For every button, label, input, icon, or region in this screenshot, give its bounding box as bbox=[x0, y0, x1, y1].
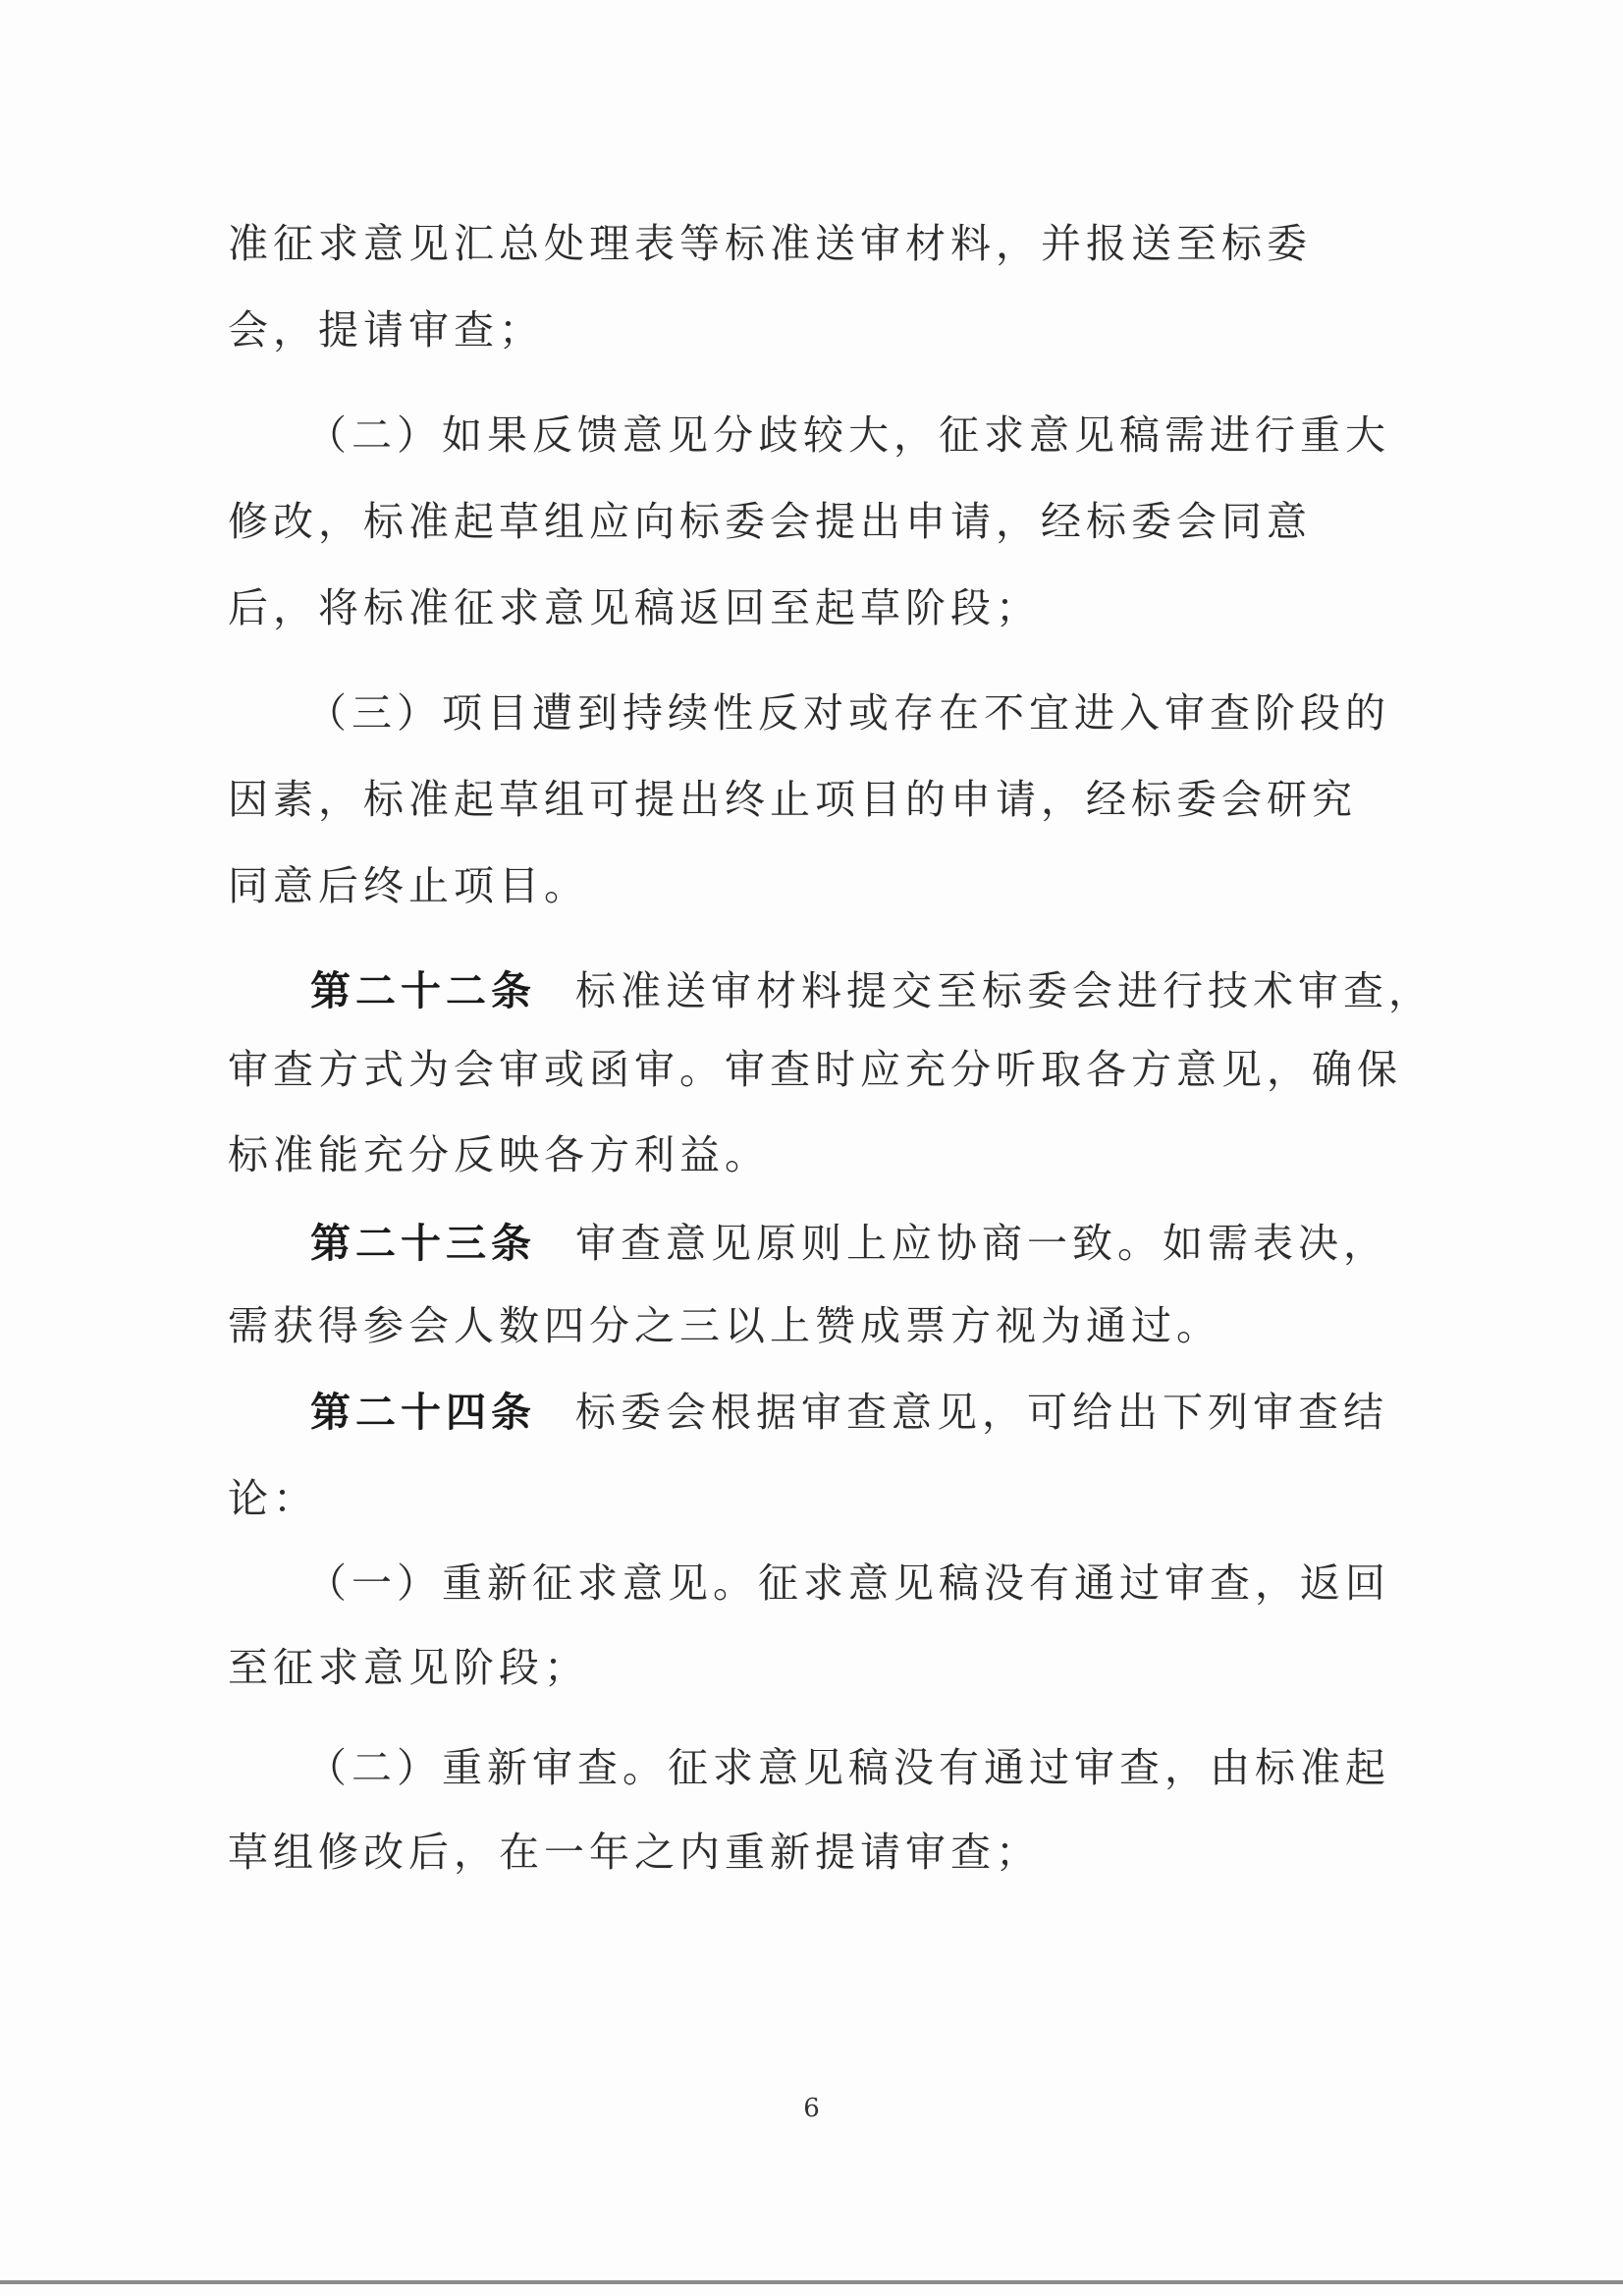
body-line: 修改，标准起草组应向标委会提出申请，经标委会同意 bbox=[228, 498, 1312, 545]
body-line: 需获得参会人数四分之三以上赞成票方视为通过。 bbox=[228, 1302, 1221, 1349]
article-heading: 第二十二条 bbox=[310, 967, 536, 1014]
body-line: 同意后终止项目。 bbox=[228, 862, 589, 909]
body-line: 会，提请审查； bbox=[228, 306, 544, 354]
clause-2-line: （二）如果反馈意见分歧较大，征求意见稿需进行重大 bbox=[306, 411, 1390, 459]
article-text: 审查意见原则上应协商一致。如需表决， bbox=[575, 1220, 1388, 1267]
body-line: 论： bbox=[228, 1475, 318, 1522]
article-23 bbox=[310, 1216, 1388, 1271]
article-22 bbox=[310, 963, 1434, 1018]
article-heading: 第二十三条 bbox=[310, 1220, 536, 1267]
article-24 bbox=[310, 1385, 1388, 1440]
body-line: 审查方式为会审或函审。审查时应充分听取各方意见，确保 bbox=[228, 1046, 1402, 1093]
body-line: 后，将标准征求意见稿返回至起草阶段； bbox=[228, 584, 1041, 631]
body-line: 准征求意见汇总处理表等标准送审材料，并报送至标委 bbox=[228, 220, 1312, 267]
article-heading: 第二十四条 bbox=[310, 1389, 536, 1436]
scan-edge-divider bbox=[0, 2280, 1623, 2284]
clause-3-line: （三）项目遭到持续性反对或存在不宜进入审查阶段的 bbox=[306, 689, 1390, 737]
article-text: 标准送审材料提交至标委会进行技术审查， bbox=[575, 967, 1434, 1014]
item-2-line: （二）重新审查。征求意见稿没有通过审查，由标准起 bbox=[306, 1744, 1390, 1791]
body-line: 标准能充分反映各方利益。 bbox=[228, 1131, 770, 1178]
body-line: 草组修改后，在一年之内重新提请审查； bbox=[228, 1829, 1041, 1876]
body-line: 至征求意见阶段； bbox=[228, 1644, 589, 1691]
page-number: 6 bbox=[803, 2094, 820, 2123]
body-line: 因素，标准起草组可提出终止项目的申请，经标委会研究 bbox=[228, 776, 1357, 823]
item-1-line: （一）重新征求意见。征求意见稿没有通过审查，返回 bbox=[306, 1559, 1390, 1607]
article-text: 标委会根据审查意见，可给出下列审查结 bbox=[575, 1389, 1388, 1436]
